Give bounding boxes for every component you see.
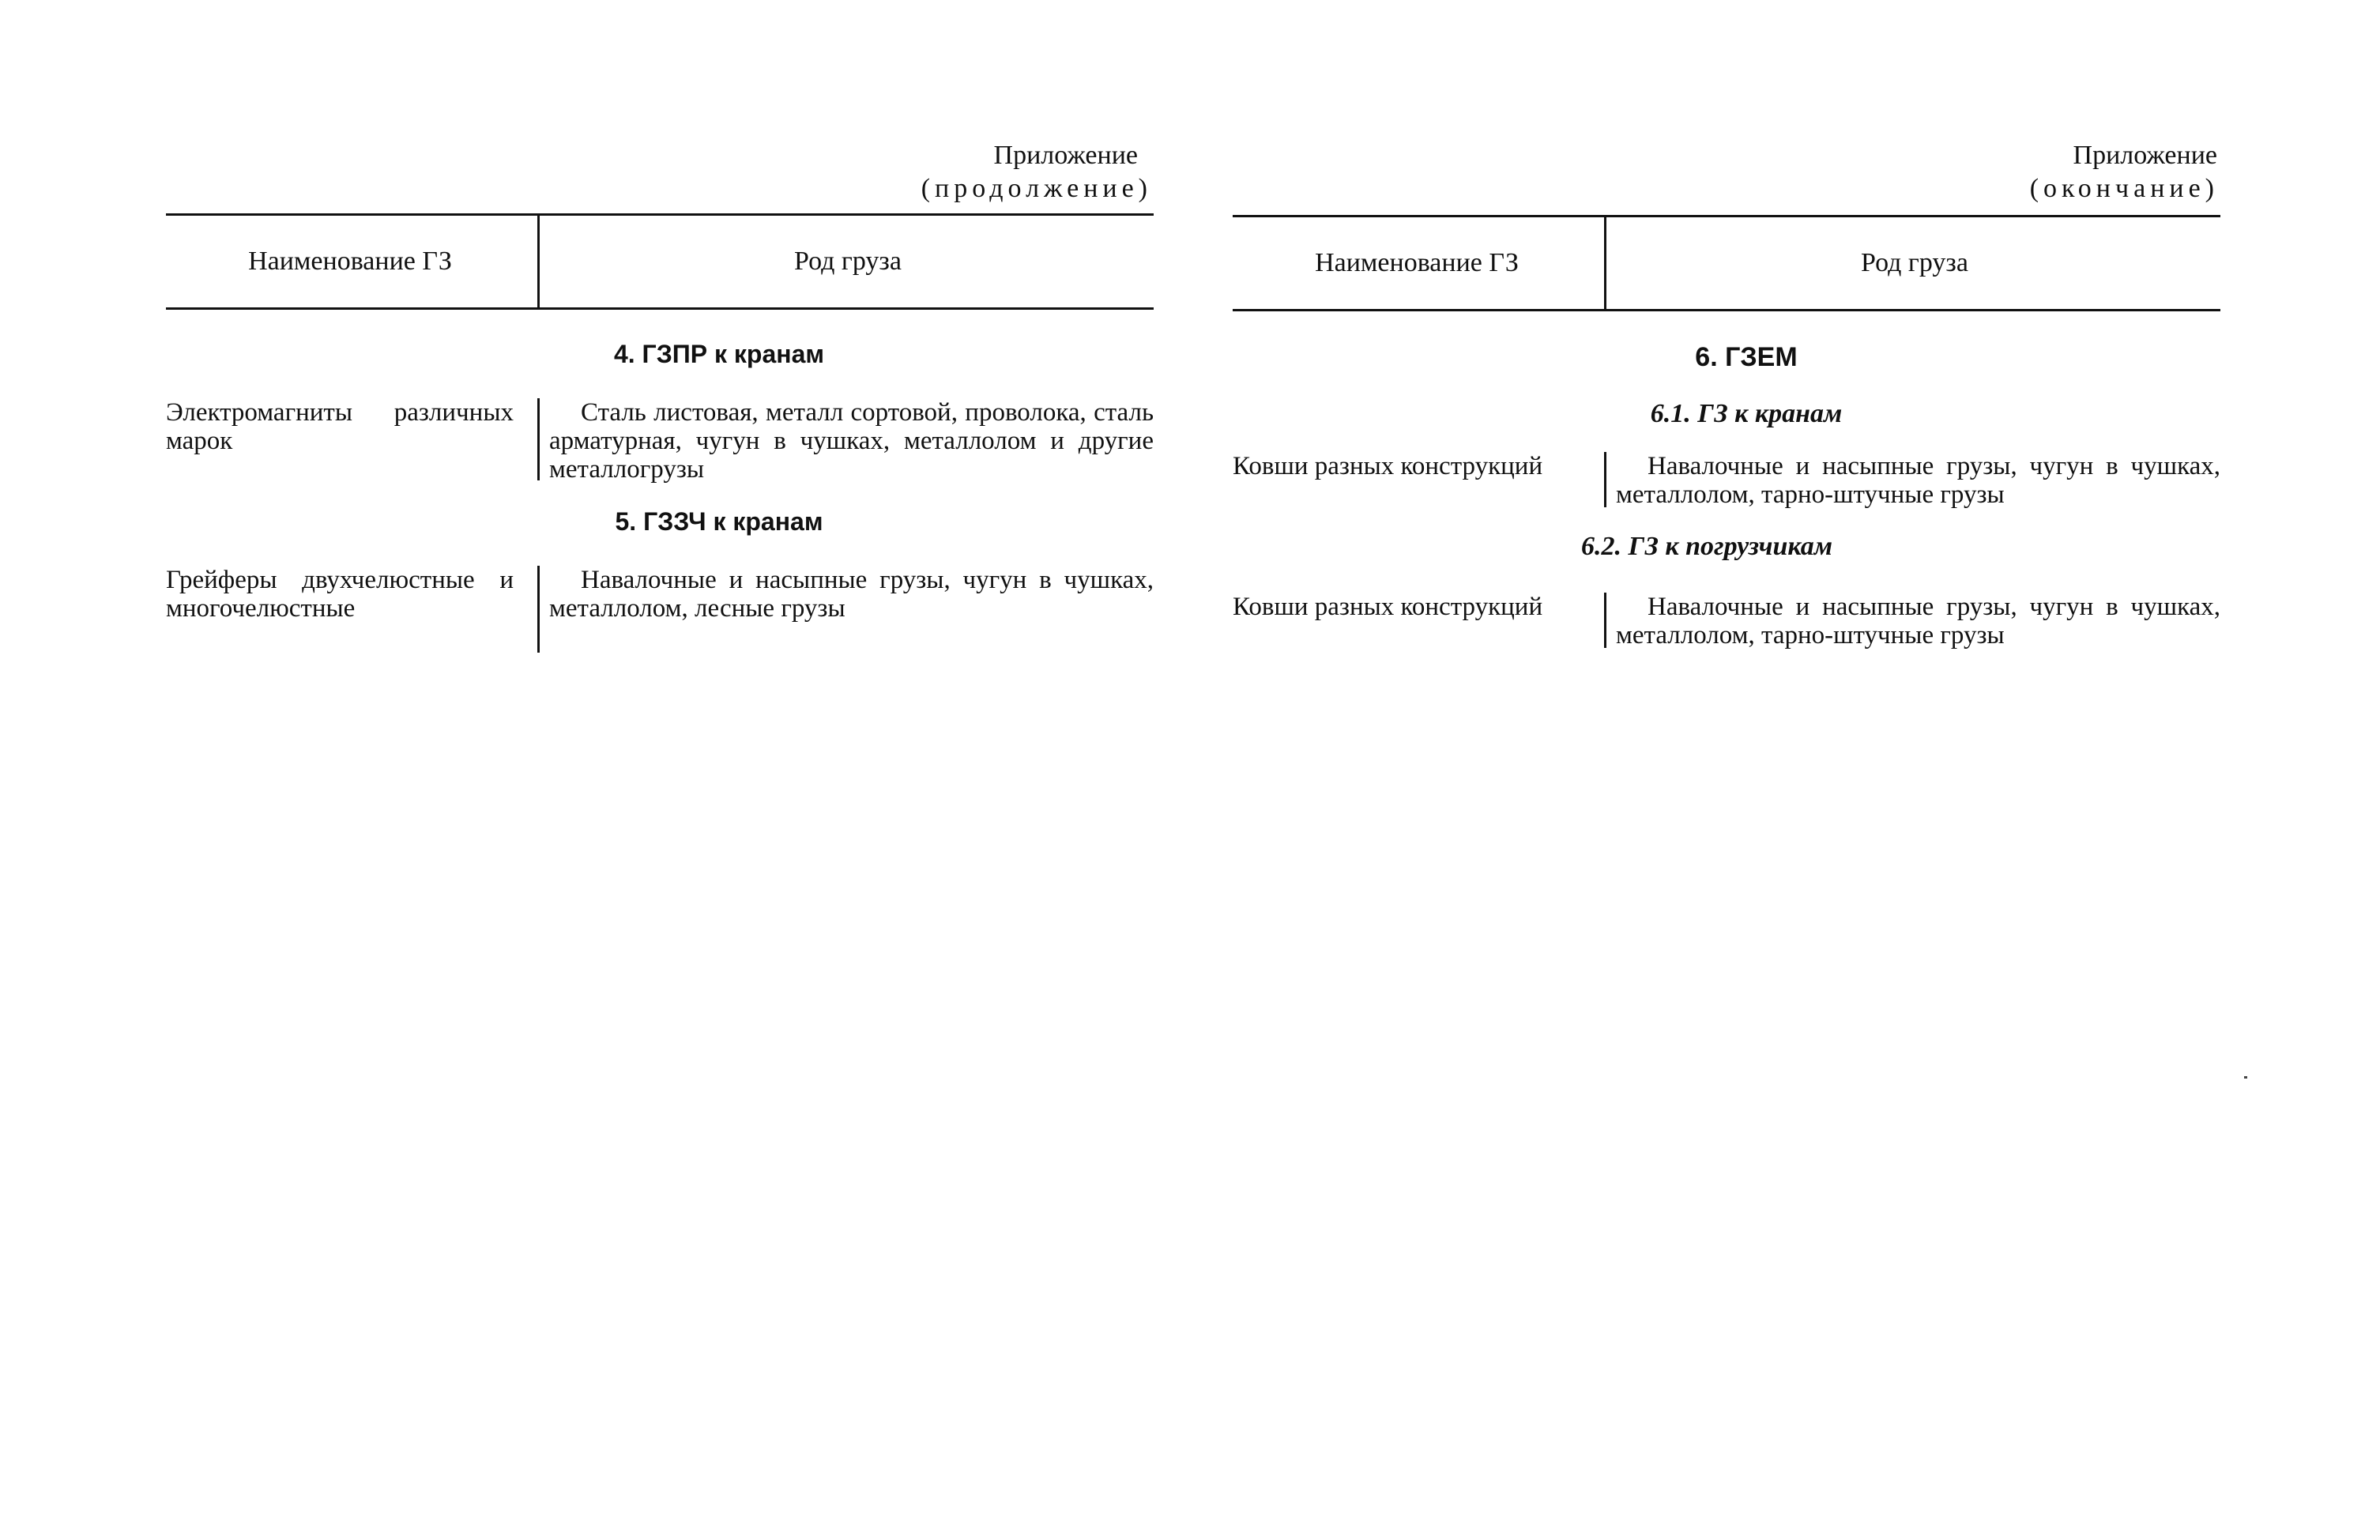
header-name-column: Наименование ГЗ: [1315, 248, 1519, 277]
subsection-title: 6.1. ГЗ к кранам: [1650, 399, 1843, 428]
appendix-subtitle: (окончание): [2029, 174, 2219, 203]
appendix-title: Приложение: [993, 141, 1138, 170]
header-cargo-column: Род груза: [1604, 217, 2223, 309]
section-title: 6. ГЗЕМ: [1695, 342, 1798, 372]
cargo-cell: [1604, 593, 2220, 648]
section-title: 4. ГЗПР к кранам: [613, 340, 825, 368]
header-cargo-column: Род груза: [537, 216, 1156, 307]
table-row: [1233, 593, 2220, 653]
cargo-cell: [1604, 452, 2220, 507]
appendix-title: Приложение: [2073, 141, 2217, 170]
cargo-text: Сталь листовая, металл сортовой, проволока, сталь арматурная, чугун в чушках, металлолом и другие металлогрузы: [549, 398, 1154, 484]
name-cell: Ковши разных конструкций: [1233, 452, 1543, 480]
name-cell: Грейферы двухчелюстные и многочелюстные: [166, 566, 514, 623]
section-title: 5. ГЗЗЧ к кранам: [615, 507, 823, 536]
table-header: [1233, 215, 2220, 311]
table-row: [166, 566, 1154, 653]
scan-speck: [2244, 1076, 2247, 1079]
header-name-column: Наименование ГЗ: [248, 247, 452, 276]
table-row: [1233, 452, 2220, 512]
cargo-text: Навалочные и насыпные грузы, чугун в чушках, металлолом, тарно-штучные грузы: [1616, 452, 2220, 509]
name-cell: Ковши разных конструкций: [1233, 593, 1543, 621]
appendix-header: [1233, 139, 2220, 205]
name-cell: Электромагниты различных марок: [166, 398, 514, 455]
appendix-header: [166, 139, 1154, 205]
cargo-text: Навалочные и насыпные грузы, чугун в чушках, металлолом, лесные грузы: [549, 566, 1154, 623]
table-header: [166, 213, 1154, 310]
table-row: [166, 398, 1154, 484]
subsection-title: 6.2. ГЗ к погрузчикам: [1580, 532, 1833, 561]
appendix-subtitle: (продолжение): [921, 174, 1152, 203]
cargo-text: Навалочные и насыпные грузы, чугун в чушках, металлолом, тарно-штучные грузы: [1616, 593, 2220, 650]
cargo-cell: [537, 398, 1154, 484]
cargo-cell: [537, 566, 1154, 653]
